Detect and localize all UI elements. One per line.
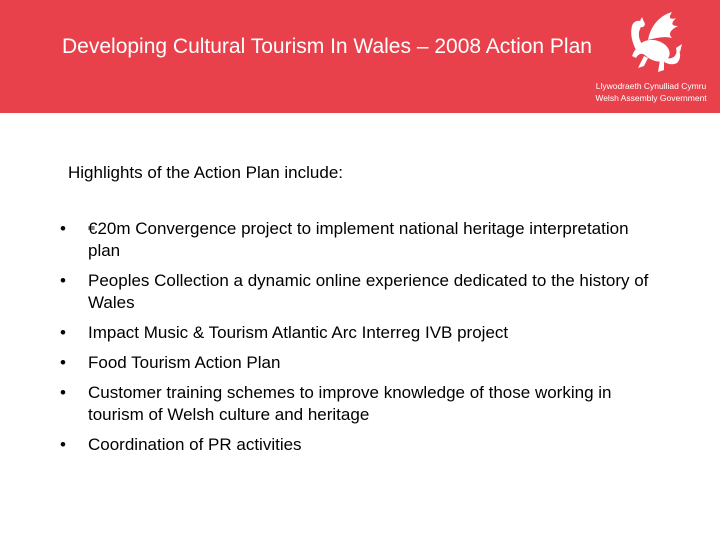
list-item-text: Coordination of PR activities — [88, 435, 302, 454]
bullet-icon: • — [60, 353, 66, 372]
list-item — [60, 218, 660, 262]
bullet-icon: • — [60, 323, 66, 342]
bullet-icon: • — [60, 383, 66, 402]
list-item — [60, 434, 660, 456]
welsh-dragon-icon — [620, 8, 684, 76]
list-item-text: Peoples Collection a dynamic online experience dedicated to the history of Wales — [88, 271, 649, 312]
title-banner — [0, 0, 720, 113]
logo-text-welsh: Llywodraeth Cynulliad Cymru — [595, 81, 707, 91]
logo-text-english: Welsh Assembly Government — [595, 93, 707, 103]
list-item — [60, 352, 660, 374]
list-item-text: Impact Music & Tourism Atlantic Arc Interreg IVB project — [88, 323, 509, 342]
list-item-text: €20m Convergence project to implement national heritage interpretation plan — [88, 219, 629, 260]
list-item-text: Food Tourism Action Plan — [88, 353, 281, 372]
bullet-icon: • — [60, 271, 66, 290]
bullet-icon: • — [60, 219, 66, 238]
list-item-text: Customer training schemes to improve knowledge of those working in tourism of Welsh culture and heritage — [88, 383, 612, 424]
bullet-icon: • — [60, 435, 66, 454]
highlights-list — [60, 218, 660, 464]
intro-text: Highlights of the Action Plan include: — [68, 163, 344, 182]
list-item — [60, 270, 660, 314]
list-item — [60, 322, 660, 344]
list-item — [60, 382, 660, 426]
government-logo — [590, 8, 712, 108]
slide-title: Developing Cultural Tourism In Wales – 2008 Action Plan — [62, 35, 592, 58]
